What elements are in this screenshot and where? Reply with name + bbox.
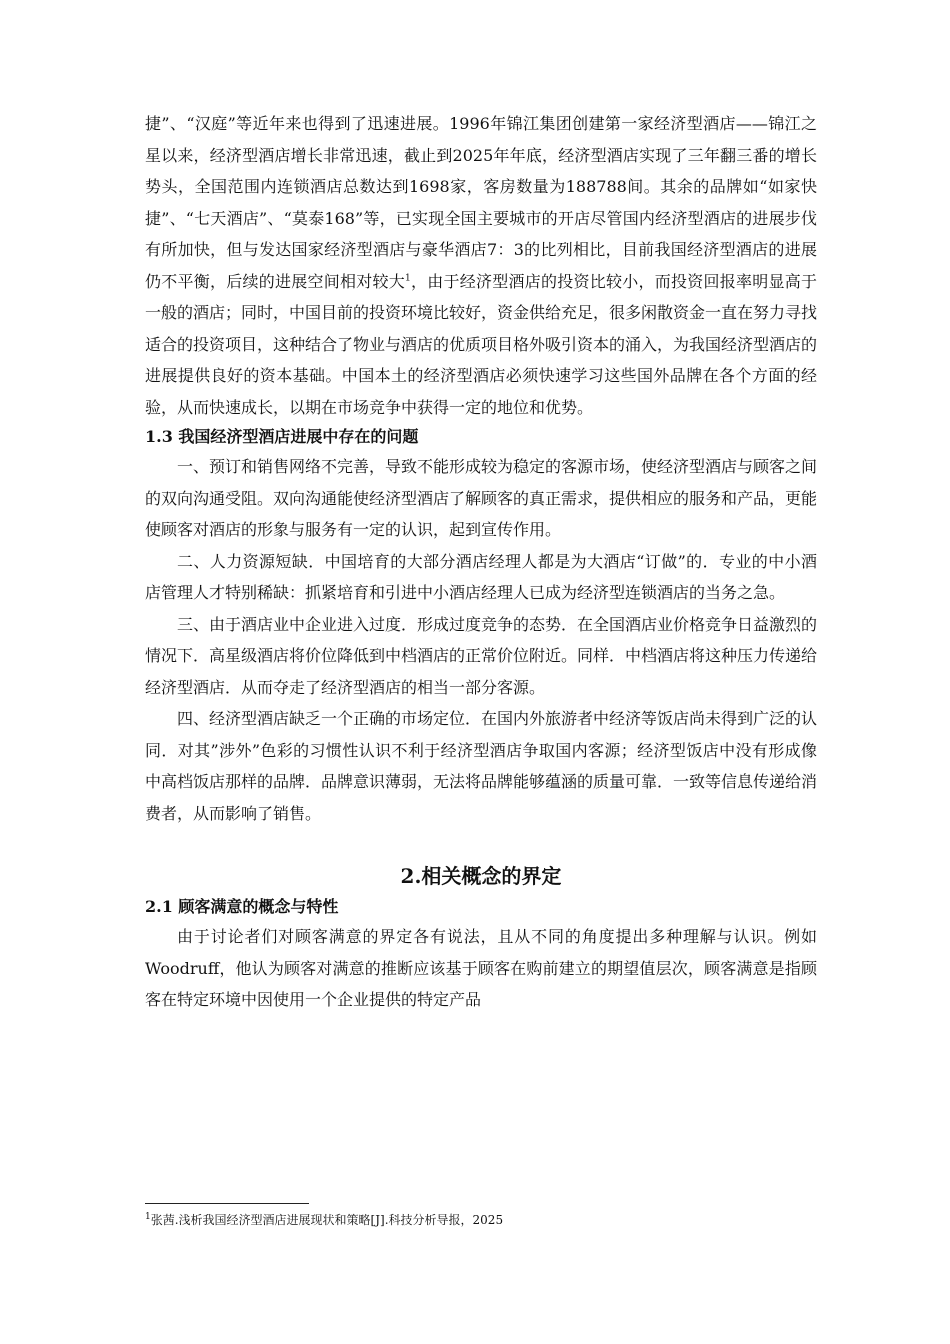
footnote-text: 张茜.浅析我国经济型酒店进展现状和策略[J].科技分析导报，2025 bbox=[150, 1213, 504, 1227]
document-body bbox=[145, 108, 817, 1016]
paragraph-hotel-growth: 捷”、“汉庭”等近年来也得到了迅速进展。1996年锦江集团创建第一家经济型酒店——锦江之星以来，经济型酒店增长非常迅速，截止到2025年年底，经济型酒店实现了三年翻三番的增长势头，全国范围内连锁酒店总数达到1698家，客房数量为188788间。其余的品牌如“如家快捷”、“七天酒店”、“莫泰168”等，已实现全国主要城市的开店尽管国内经济型酒店的进展步伐有所加快，但与发达国家经济型酒店与豪华酒店7：3的比列相比，目前我国经济型酒店的进展仍不平衡，后续的进展空间相对较大$^1$，由于经济型酒店的投资比较小，而投资回报率明显高于一般的酒店；同时，中国目前的投资环境比较好，资金供给充足，很多闲散资金一直在努力寻找适合的投资项目，这种结合了物业与酒店的优质项目格外吸引资本的涌入，为我国经济型酒店的进展提供良好的资本基础。中国本土的经济型酒店必须快速学习这些国外品牌在各个方面的经验，从而快速成长，以期在市场竞争中获得一定的地位和优势。 bbox=[145, 114, 818, 417]
problem-paragraph-1: 一、预订和销售网络不完善，导致不能形成较为稳定的客源市场，使经济型酒店与顾客之间的双向沟通受阻。双向沟通能使经济型酒店了解顾客的真正需求，提供相应的服务和产品，更能使顾客对酒店的形象与服务有一定的认识，起到宣传作用。 bbox=[145, 457, 818, 539]
chapter-heading-2: 2.相关概念的界定 bbox=[400, 864, 562, 888]
satisfaction-paragraph: 由于讨论者们对顾客满意的界定各有说法，且从不同的角度提出多种理解与认识。例如Woodruff，他认为顾客对满意的推断应该基于顾客在购前建立的期望值层次，顾客满意是指顾客在特定环境中因使用一个企业提供的特定产品 bbox=[145, 927, 817, 1009]
chapter-spacer bbox=[145, 829, 817, 859]
section-heading-1-3: 1.3 我国经济型酒店进展中存在的问题 bbox=[145, 427, 419, 446]
footnote-reference[interactable]: 1 bbox=[405, 273, 411, 284]
section-heading-2-1: 2.1 顾客满意的概念与特性 bbox=[145, 897, 339, 916]
problem-paragraph-3: 三、由于酒店业中企业进入过度．形成过度竞争的态势．在全国酒店业价格竞争日益激烈的情况下．高星级酒店将价位降低到中档酒店的正常价位附近。同样．中档酒店将这种压力传递给经济型酒店．从而夺走了经济型酒店的相当一部分客源。 bbox=[145, 614, 818, 697]
footnote-mark: 1 bbox=[145, 1212, 151, 1222]
footnote bbox=[145, 1211, 817, 1229]
problem-paragraph-2: 二、人力资源短缺．中国培育的大部分酒店经理人都是为大酒店“订做”的．专业的中小酒店管理人才特别稀缺：抓紧培育和引进中小酒店经理人已成为经济型连锁酒店的当务之急。 bbox=[145, 551, 817, 602]
footnote-divider bbox=[145, 1203, 309, 1204]
problem-paragraph-4: 四、经济型酒店缺乏一个正确的市场定位．在国内外旅游者中经济等饭店尚未得到广泛的认同．对其”涉外”色彩的习惯性认识不利于经济型酒店争取国内客源；经济型饭店中没有形成像中高档饭店那样的品牌．品牌意识薄弱，无法将品牌能够蕴涵的质量可靠．一致等信息传递给消费者，从而影响了销售。 bbox=[145, 709, 818, 823]
